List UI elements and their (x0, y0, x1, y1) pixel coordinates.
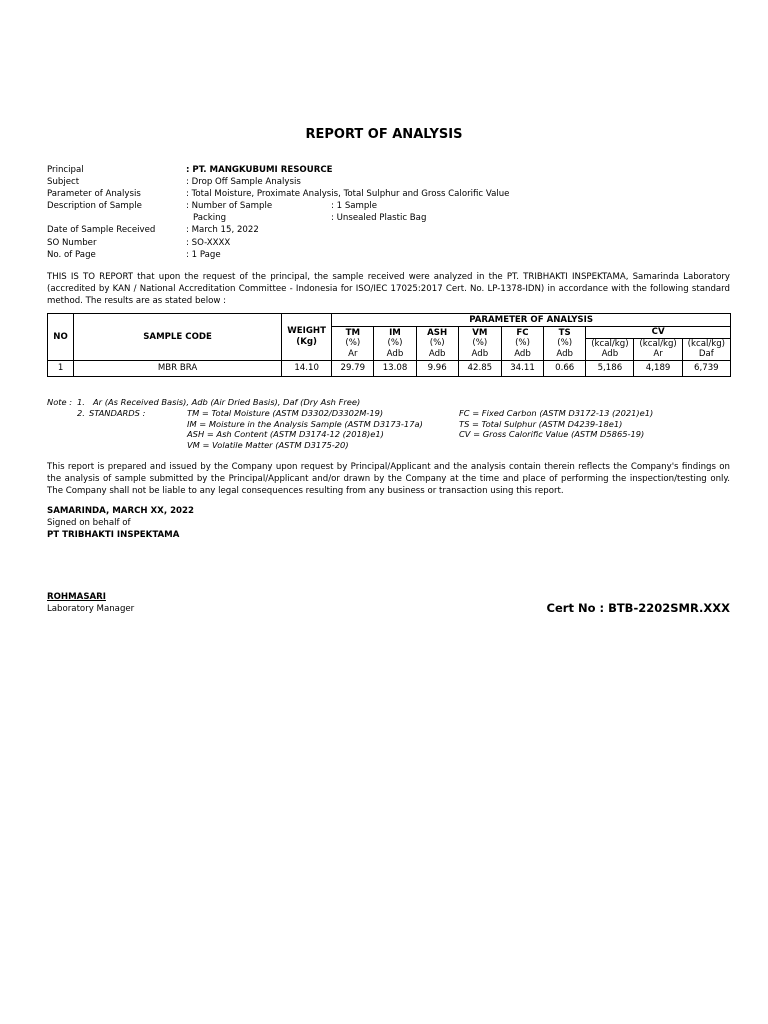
standard-cv: CV = Gross Calorific Value (ASTM D5865-19) (459, 429, 645, 440)
cell-ts: 0.66 (544, 360, 586, 376)
ash-basis: Adb (428, 348, 446, 359)
table-row (48, 360, 731, 376)
disclaimer-paragraph: This report is prepared and issued by the Company upon request by Principal/Applicant and the analysis contain therein reflects the Company's findings on the analysis of sample submitted by the Principal/Applicant and/or drawn by the Company at the time and place of performing the inspection/testing only. The Company shall not be liable to any legal consequences resulting from any business or transaction using this report. (47, 462, 730, 497)
header-cv-ar (634, 338, 682, 360)
parameter-label: Parameter of Analysis (47, 189, 141, 200)
principal-label: Principal (47, 165, 84, 175)
subject-value: : Drop Off Sample Analysis (186, 177, 301, 188)
ts-name: TS (558, 327, 571, 338)
header-im (374, 327, 416, 361)
report-title: REPORT OF ANALYSIS (305, 127, 463, 142)
cv-adb-unit: (kcal/kg) (591, 338, 629, 349)
tm-basis: Ar (348, 348, 358, 359)
standard-im: IM = Moisture in the Analysis Sample (ASTM D3173-17a) (187, 418, 423, 429)
cv-adb-basis: Adb (601, 349, 619, 359)
standard-ash: ASH = Ash Content (ASTM D3174-12 (2018)e1) (187, 429, 384, 440)
cv-daf-unit: (kcal/kg) (687, 338, 726, 349)
cell-im: 13.08 (374, 360, 416, 376)
table-header-row-1 (48, 314, 731, 327)
cell-ash: 9.96 (416, 360, 458, 376)
tm-name: TM (345, 327, 361, 338)
ash-name: ASH (427, 327, 448, 338)
standard-ts: TS = Total Sulphur (ASTM D4239-18e1) (459, 418, 623, 429)
header-no: NO (48, 314, 74, 361)
results-table (47, 313, 731, 377)
ts-basis: Adb (556, 348, 574, 359)
ash-unit: (%) (429, 338, 445, 348)
cell-sample-code: MBR BRA (74, 360, 282, 376)
so-number-label: SO Number (47, 237, 97, 248)
number-of-sample-label: : Number of Sample (186, 201, 273, 212)
description-label: Description of Sample (47, 201, 142, 212)
cell-cv-ar: 4,189 (634, 360, 682, 376)
vm-unit: (%) (472, 338, 488, 348)
cv-daf-basis: Daf (698, 349, 714, 359)
vm-basis: Adb (471, 348, 489, 359)
header-ts (544, 327, 586, 361)
certificate-number: Cert No : BTB-2202SMR.XXX (546, 601, 730, 615)
cell-cv-daf: 6,739 (682, 360, 730, 376)
fc-name: FC (516, 327, 529, 338)
header-weight (282, 314, 332, 361)
tm-unit: (%) (345, 338, 361, 348)
vm-name: VM (472, 327, 488, 338)
cell-fc: 34.11 (501, 360, 543, 376)
cv-ar-basis: Ar (653, 349, 663, 359)
header-cv-daf (682, 338, 730, 360)
date-value: : March 15, 2022 (186, 225, 259, 236)
cell-tm: 29.79 (332, 360, 374, 376)
header-weight-line1: WEIGHT (287, 326, 326, 337)
cell-weight: 14.10 (282, 360, 332, 376)
signature-block (47, 505, 194, 541)
header-tm (332, 327, 374, 361)
fc-basis: Adb (514, 348, 531, 359)
place-date: SAMARINDA, MARCH XX, 2022 (47, 506, 194, 516)
intro-paragraph: THIS IS TO REPORT that upon the request of the principal, the sample received were analyzed in the PT. TRIBHAKTI INSPEKTAMA, Samarinda Laboratory (accredited by KAN / National Accreditation Committee - Indonesia for ISO/IEC 17025:2017 Cert. No. LP-1378-IDN) in accordance with the following standard method. The results are as stated below : (47, 272, 730, 307)
note-1-text: Ar (As Received Basis), Adb (Air Dried Basis), Daf (Dry Ash Free) (93, 397, 361, 407)
subject-label: Subject (47, 177, 80, 188)
header-ash (416, 327, 458, 361)
principal-value: : PT. MANGKUBUMI RESOURCE (186, 165, 333, 175)
im-unit: (%) (387, 338, 403, 348)
header-vm (458, 327, 501, 361)
note-2-label: STANDARDS : (89, 407, 146, 418)
pages-value: : 1 Page (186, 249, 221, 260)
ts-unit: (%) (557, 338, 573, 348)
packing-value: : Unsealed Plastic Bag (331, 213, 427, 224)
im-name: IM (389, 327, 401, 338)
signatory-name: ROHMASARI (47, 592, 106, 602)
header-fc (501, 327, 543, 361)
pages-label: No. of Page (47, 249, 96, 260)
packing-label: Packing (193, 213, 227, 224)
standard-vm: VM = Volatile Matter (ASTM D3175-20) (187, 440, 349, 451)
cell-no: 1 (48, 360, 74, 376)
parameter-value: : Total Moisture, Proximate Analysis, Total Sulphur and Gross Calorific Value (186, 189, 510, 200)
cv-ar-unit: (kcal/kg) (639, 338, 677, 349)
signed-on-behalf: Signed on behalf of (47, 518, 131, 529)
date-label: Date of Sample Received (47, 225, 156, 236)
header-cv-adb (586, 338, 634, 360)
so-number-value: : SO-XXXX (186, 237, 231, 248)
note-2-number: 2. (77, 407, 85, 418)
note-label: Note : (47, 397, 73, 407)
company-name: PT TRIBHAKTI INSPEKTAMA (47, 530, 180, 541)
standard-fc: FC = Fixed Carbon (ASTM D3172-13 (2021)e1) (459, 407, 654, 418)
header-parameter-of-analysis: PARAMETER OF ANALYSIS (332, 314, 731, 327)
cell-cv-adb: 5,186 (586, 360, 634, 376)
im-basis: Adb (386, 348, 404, 359)
cell-vm: 42.85 (458, 360, 501, 376)
standard-tm: TM = Total Moisture (ASTM D3302/D3302M-19) (187, 407, 384, 418)
header-sample-code: SAMPLE CODE (74, 314, 282, 361)
fc-unit: (%) (515, 338, 530, 348)
header-weight-line2: (Kg) (296, 336, 317, 347)
note-1-number: 1. (77, 397, 85, 407)
signatory (47, 591, 134, 615)
signatory-position: Laboratory Manager (47, 604, 135, 615)
number-of-sample-value: : 1 Sample (331, 201, 378, 212)
header-cv: CV (586, 327, 731, 339)
